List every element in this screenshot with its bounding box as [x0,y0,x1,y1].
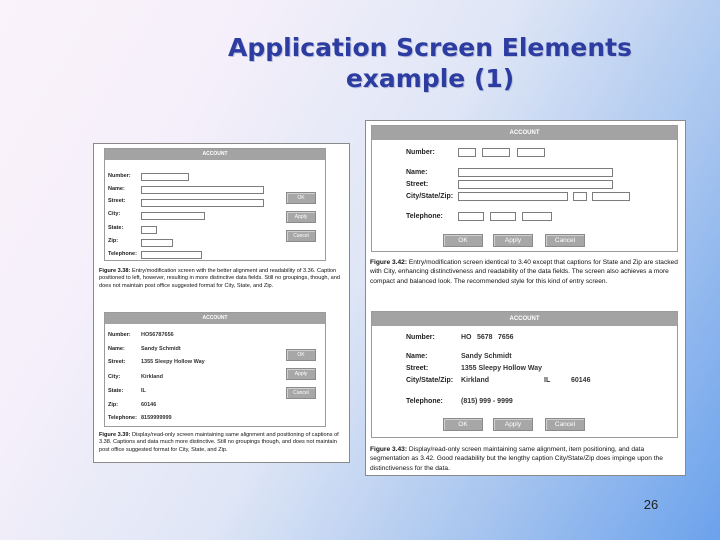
apply-button[interactable]: Apply [286,368,316,380]
telephone-label: Telephone: [406,398,443,405]
ok-button[interactable]: OK [286,192,316,204]
name-label: Name: [406,169,428,176]
number-value-part-1: HO [461,334,472,341]
number-field-part-1[interactable] [458,148,476,157]
screen-header: ACCOUNT [105,149,325,160]
city-value: Kirkland [461,377,490,384]
number-value-part-2: 5678 [477,334,493,341]
caption-label: Figure 3.43: [370,446,408,453]
street-value: 1355 Sleepy Hollow Way [141,359,205,365]
number-label: Number: [108,173,131,179]
figure-caption-3-43 [370,445,683,475]
caption-label: Figure 3.39: [99,432,131,438]
name-value: Sandy Schmidt [141,346,181,352]
telephone-field-part-3[interactable] [522,212,552,221]
telephone-value: 8159999999 [141,415,172,421]
slide-title-line-1: Application Screen Elements [228,33,632,62]
zip-label: Zip: [108,238,119,244]
caption-text: Entry/modification screen identical to 3.40 except that captions for State and Zip are stacked with City, enhancing distinctiveness and readability of the data fields. The screen also achieves a more compact and balanced look. The recommended style for this kind of entry screen. [370,259,678,285]
name-label: Name: [406,353,428,360]
telephone-label: Telephone: [108,251,137,257]
apply-button[interactable]: Apply [286,211,316,223]
street-label: Street: [406,181,429,188]
account-display-screen-3-39 [104,312,326,427]
zip-value: 60146 [571,377,591,384]
street-field[interactable] [141,199,264,207]
caption-label: Figure 3.38: [99,268,131,274]
name-value: Sandy Schmidt [461,353,512,360]
number-field-part-2[interactable] [482,148,510,157]
telephone-value: (815) 999 - 9999 [461,398,513,405]
figure-caption-3-38 [99,268,347,298]
apply-button[interactable]: Apply [493,234,533,247]
cancel-button[interactable]: Cancel [286,230,316,242]
telephone-label: Telephone: [406,213,443,220]
telephone-field-part-2[interactable] [490,212,516,221]
street-value: 1355 Sleepy Hollow Way [461,365,543,372]
zip-field[interactable] [141,239,173,247]
cancel-button[interactable]: Cancel [545,418,585,431]
city-field[interactable] [458,192,568,201]
city-state-zip-label: City/State/Zip: [406,193,454,200]
figure-panel-right [365,120,686,476]
state-label: State: [108,388,124,394]
state-field[interactable] [141,226,157,234]
account-entry-screen-3-38 [104,148,326,261]
ok-button[interactable]: OK [443,234,483,247]
screen-header: ACCOUNT [372,312,677,326]
number-label: Number: [406,334,435,341]
state-value: IL [141,388,146,394]
zip-label: Zip: [108,402,119,408]
street-label: Street: [108,198,126,204]
screen-header: ACCOUNT [105,313,325,324]
caption-label: Figure 3.42: [370,259,408,266]
cancel-button[interactable]: Cancel [545,234,585,247]
cancel-button[interactable]: Cancel [286,387,316,399]
telephone-field-part-1[interactable] [458,212,484,221]
street-field[interactable] [458,180,613,189]
state-label: State: [108,225,124,231]
city-value: Kirkland [141,374,164,380]
number-field[interactable] [141,173,189,181]
street-label: Street: [406,365,429,372]
zip-value: 60146 [141,402,157,408]
ok-button[interactable]: OK [286,349,316,361]
caption-text: Display/read-only screen maintaining same alignment, item positioning, and data segmentation as 3.42. Good readability but the lengthy caption City/State/Zip does impinge upon the distinctiveness for the data. [370,446,663,472]
number-label: Number: [108,332,131,338]
telephone-label: Telephone: [108,415,137,421]
name-field[interactable] [458,168,613,177]
telephone-field[interactable] [141,251,202,259]
apply-button[interactable]: Apply [493,418,533,431]
number-label: Number: [406,149,435,156]
caption-text: Display/read-only screen maintaining same alignment and positioning of captions of 3.38. Captions and data much more distinctive. Still no groupings though, and does not maintain post office suggested format for City, State, and Zip. [99,432,339,453]
account-entry-screen-3-42 [371,125,678,252]
figure-panel-left [93,143,350,463]
city-label: City: [108,211,121,217]
state-value: IL [544,377,551,384]
page-number: 26 [643,497,659,512]
name-label: Name: [108,346,125,352]
city-label: City: [108,374,121,380]
name-label: Name: [108,186,125,192]
account-display-screen-3-43 [371,311,678,438]
city-state-zip-label: City/State/Zip: [406,377,454,384]
figure-caption-3-42 [370,258,683,298]
number-value: HO56787656 [141,332,174,338]
caption-text: Entry/modification screen with the better alignment and readability of 3.36. Caption positioned to left, however, resulting in more distinctive data fields. Still no groupings, though, and does not maintain post office suggested format for City, State, and Zip. [99,268,340,289]
figure-caption-3-39 [99,432,347,462]
ok-button[interactable]: OK [443,418,483,431]
street-label: Street: [108,359,126,365]
zip-field[interactable] [592,192,630,201]
number-field-part-3[interactable] [517,148,545,157]
city-field[interactable] [141,212,205,220]
number-value-part-3: 7656 [498,334,514,341]
screen-header: ACCOUNT [372,126,677,140]
slide-title [180,32,680,94]
name-field[interactable] [141,186,264,194]
slide-title-line-2: example (1) [345,64,515,93]
state-field[interactable] [573,192,587,201]
